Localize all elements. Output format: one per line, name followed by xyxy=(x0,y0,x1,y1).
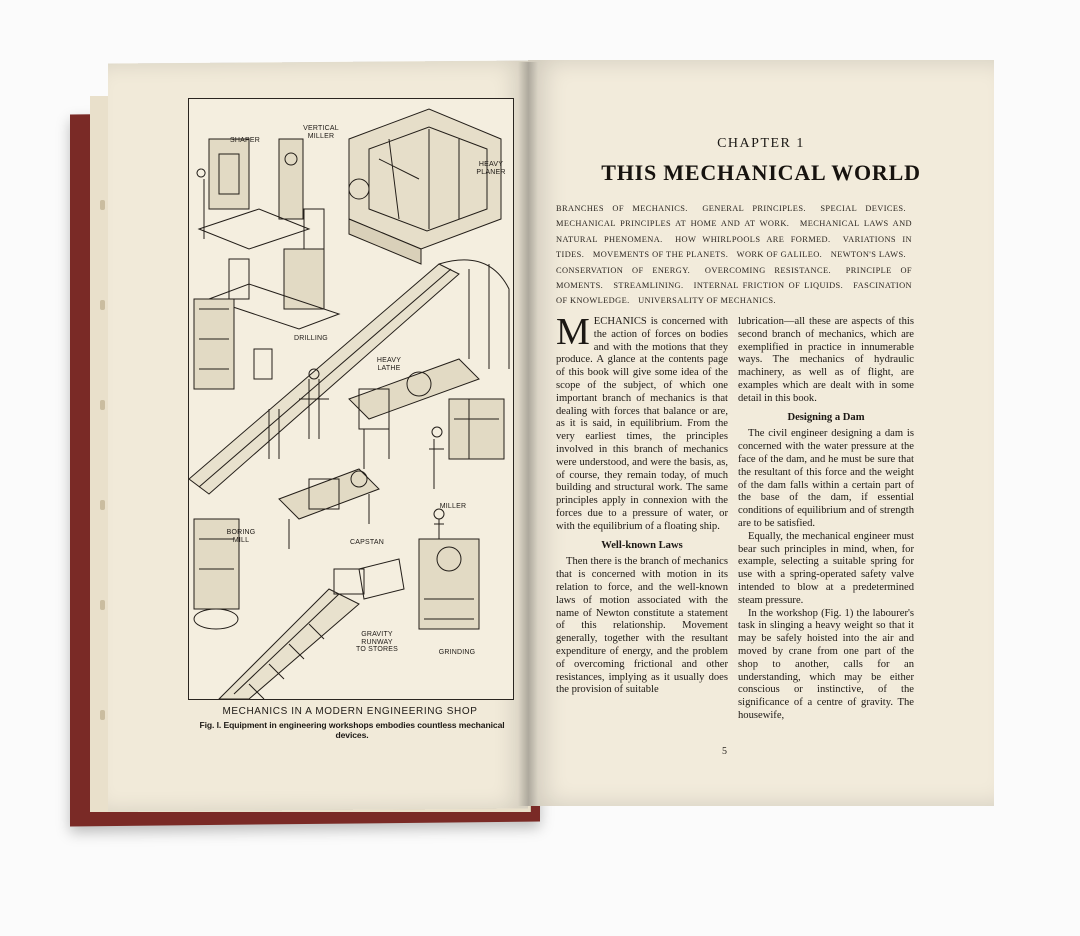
text-column-right xyxy=(738,316,914,723)
label-capstan: CAPSTAN xyxy=(350,539,384,546)
label-boring-mill: BORING MILL xyxy=(226,529,256,544)
label-vertical-miller: VERTICAL MILLER xyxy=(303,125,339,140)
synopsis-item: UNIVERSALITY OF MECHANICS. xyxy=(638,296,776,306)
synopsis-item: GENERAL PRINCIPLES. xyxy=(702,204,806,213)
synopsis-item: BRANCHES OF MECHANICS. xyxy=(556,204,688,213)
synopsis-item: FASCINATION OF KNOWLEDGE. xyxy=(556,281,912,306)
synopsis-item: INTERNAL FRICTION OF LIQUIDS. xyxy=(693,281,844,291)
binding-hole xyxy=(100,200,105,210)
chapter-title: THIS MECHANICAL WORLD xyxy=(601,160,921,185)
section-heading-well-known-laws: Well-known Laws xyxy=(601,539,683,551)
label-gravity-runway: GRAVITY RUNWAY TO STORES xyxy=(356,631,398,654)
synopsis-item: SPECIAL DEVICES. xyxy=(820,204,906,213)
paragraph: Then there is the branch of mechanics that is concerned with motion in its relation to force, and the well-known laws of motion associated with the name of Newton constitute a statement of this relationship. Movement generally, together with the resultant expenditure of energy, and the problem of overcoming frictional and other resistances, implying as it usually does the provision of suitable xyxy=(556,556,728,696)
label-grinding: GRINDING xyxy=(438,649,476,656)
opening-paragraph xyxy=(556,311,728,534)
binding-hole xyxy=(100,500,105,510)
chapter-label: CHAPTER 1 xyxy=(717,136,805,151)
binding-hole xyxy=(100,300,105,310)
synopsis-item: PRINCIPLE OF MOMENTS. xyxy=(556,265,912,291)
binding-hole xyxy=(100,710,105,720)
synopsis-item: MOVEMENTS OF THE PLANETS. xyxy=(592,250,729,260)
synopsis-item: CONSERVATION OF ENERGY. xyxy=(556,265,691,275)
section-heading-designing-a-dam: Designing a Dam xyxy=(787,411,865,423)
label-heavy-lathe: HEAVY LATHE xyxy=(376,357,402,372)
figure-caption-text: Fig. I. Equipment in engineering workshops embodies countless mechanical devices. xyxy=(199,720,505,740)
text-column-left xyxy=(556,311,728,697)
figure-caption-title: MECHANICS IN A MODERN ENGINEERING SHOP xyxy=(222,706,478,717)
drop-cap: M xyxy=(556,311,590,353)
label-miller: MILLER xyxy=(439,503,467,510)
chapter-synopsis xyxy=(556,201,912,309)
synopsis-item: NEWTON'S LAWS. xyxy=(830,250,907,260)
synopsis-item: MECHANICAL LAWS AND NATURAL PHENOMENA. xyxy=(556,219,912,244)
synopsis-item: STREAMLINING. xyxy=(613,281,684,291)
paragraph: The civil engineer designing a dam is concerned with the water pressure at the face of the dam, and he must be sure that the resultant of this force and the weight of the dam falls within a certain part of the base of the dam, if essential conditions of equilibrium and of strength are to be satisfied. xyxy=(738,428,914,529)
synopsis-item: VARIATIONS IN TIDES. xyxy=(556,234,913,260)
paragraph: lubrication—all these are aspects of this second branch of mechanics, which are exemplified in practice in innumerable ways. The mechanics of hydraulic machinery, as well as of flight, are examples which are dealt with in some detail in this book. xyxy=(738,316,914,404)
synopsis-item: OVERCOMING RESISTANCE. xyxy=(704,265,831,275)
label-heavy-planer: HEAVY PLANER xyxy=(476,161,506,176)
paragraph: Equally, the mechanical engineer must bear such principles in mind, when, for example, selecting a suitable spring for use with a spring-operated safety valve intended to blow at a predetermined steam pressure. xyxy=(738,530,914,606)
synopsis-item: WORK OF GALILEO. xyxy=(736,250,823,260)
synopsis-item: HOW WHIRLPOOLS ARE FORMED. xyxy=(675,234,831,244)
binding-hole xyxy=(100,600,105,610)
label-drilling: DRILLING xyxy=(294,335,328,342)
paragraph: In the workshop (Fig. 1) the labourer's task in slinging a heavy weight so that it may be safely hoisted into the air and moved by crane from one part of the shop to another, calls for an understanding, which may be either conscious or instinctive, of the significance of a centre of gravity. The housewife, xyxy=(738,607,914,721)
workshop-drawing xyxy=(189,99,513,699)
workshop-illustration xyxy=(188,98,514,700)
binding-hole xyxy=(100,400,105,410)
paragraph-text: ECHANICS is concerned with the action of forces on bodies and with the motions that they produce. A glance at the contents page of this book will give some idea of the scope of the subject, of which one important branch of mechanics is that dealing with forces that balance or are, as it is said, in equilibrium. From the very earliest times, the principles involved in this branch of mechanics were understood, and were the basis, as, of course, they remain today, of much building and structural work. The same principles apply in connexion with the forces due to a pressure of water, or with the equilibrium of a floating ship. xyxy=(556,316,728,532)
page-number: 5 xyxy=(722,746,727,757)
synopsis-item: MECHANICAL PRINCIPLES AT HOME AND AT WORK. xyxy=(556,219,790,229)
label-shaper: SHAPER xyxy=(230,137,260,144)
